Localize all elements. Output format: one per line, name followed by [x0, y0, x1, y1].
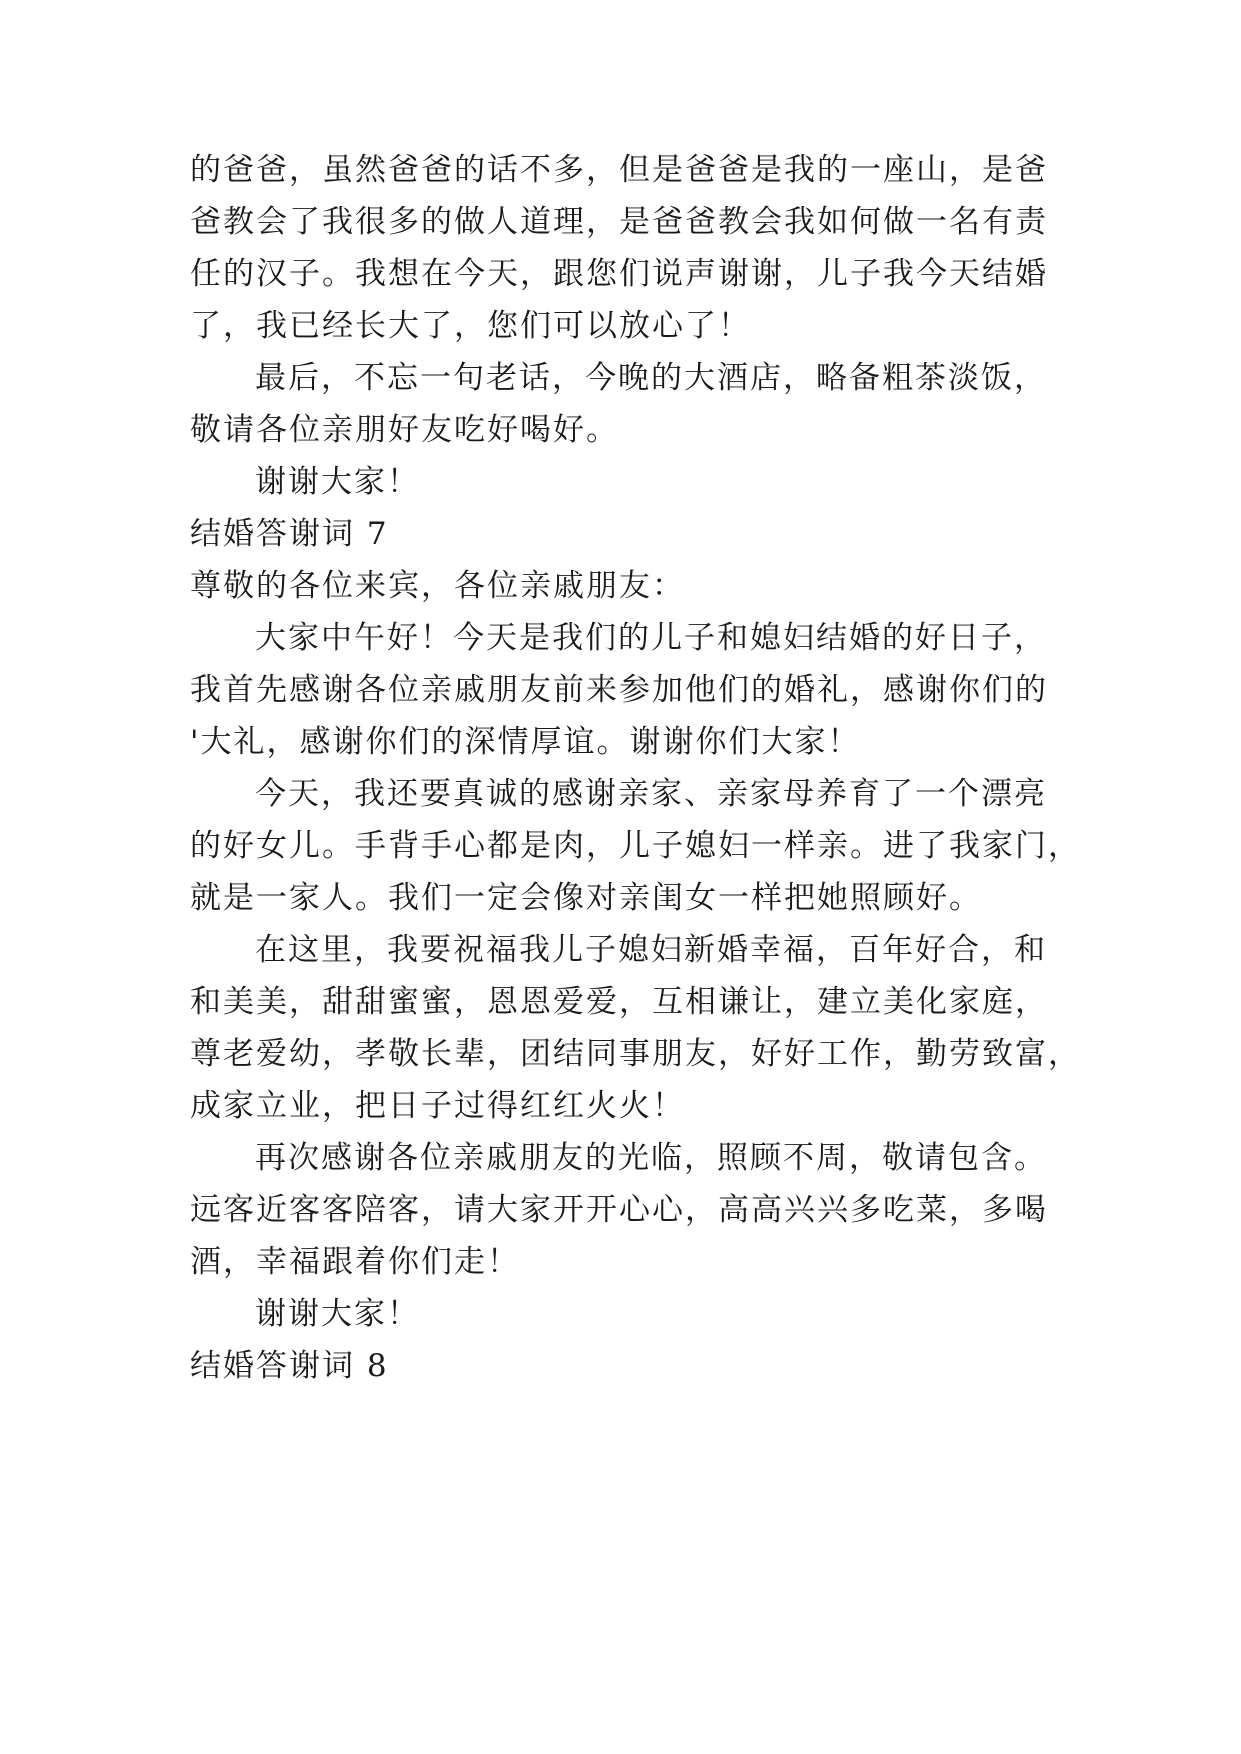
paragraph-line: 敬请各位亲朋好友吃好喝好。 — [190, 412, 619, 448]
paragraph-line: 的好女儿。手背手心都是肉，儿子媳妇一样亲。进了我家门， — [190, 828, 1081, 864]
paragraph-line: 最后，不忘一句老话，今晚的大酒店，略备粗茶淡饭， — [255, 360, 1047, 396]
closing-line: 谢谢大家！ — [255, 1296, 420, 1332]
paragraph-line: 就是一家人。我们一定会像对亲闺女一样把她照顾好。 — [190, 880, 982, 916]
closing-line: 谢谢大家！ — [255, 464, 420, 500]
paragraph-line: 成家立业，把日子过得红红火火！ — [190, 1088, 685, 1124]
paragraph-line: 的爸爸，虽然爸爸的话不多，但是爸爸是我的一座山，是爸 — [190, 152, 1048, 188]
section-heading: 结婚答谢词 8 — [190, 1348, 389, 1384]
paragraph-line: 任的汉子。我想在今天，跟您们说声谢谢，儿子我今天结婚 — [190, 256, 1048, 292]
paragraph-line: '大礼，感谢你们的深情厚谊。谢谢你们大家！ — [190, 724, 861, 760]
paragraph-line: 我首先感谢各位亲戚朋友前来参加他们的婚礼，感谢你们的 — [190, 672, 1048, 708]
paragraph-line: 再次感谢各位亲戚朋友的光临，照顾不周，敬请包含。 — [255, 1140, 1047, 1176]
paragraph-line: 尊老爱幼，孝敬长辈，团结同事朋友，好好工作，勤劳致富， — [190, 1036, 1081, 1072]
paragraph-line: 大家中午好！今天是我们的儿子和媳妇结婚的好日子， — [255, 620, 1047, 656]
paragraph-line: 爸教会了我很多的做人道理，是爸爸教会我如何做一名有责 — [190, 204, 1048, 240]
paragraph-line: 和美美，甜甜蜜蜜，恩恩爱爱，互相谦让，建立美化家庭， — [190, 984, 1048, 1020]
paragraph-line: 在这里，我要祝福我儿子媳妇新婚幸福，百年好合，和 — [255, 932, 1047, 968]
paragraph-line: 酒，幸福跟着你们走！ — [190, 1244, 520, 1280]
section-heading: 结婚答谢词 7 — [190, 516, 389, 552]
paragraph-line: 今天，我还要真诚的感谢亲家、亲家母养育了一个漂亮 — [255, 776, 1047, 812]
salutation-line: 尊敬的各位来宾，各位亲戚朋友： — [190, 568, 685, 604]
paragraph-line: 了，我已经长大了，您们可以放心了！ — [190, 308, 751, 344]
paragraph-line: 远客近客客陪客，请大家开开心心，高高兴兴多吃菜，多喝 — [190, 1192, 1048, 1228]
